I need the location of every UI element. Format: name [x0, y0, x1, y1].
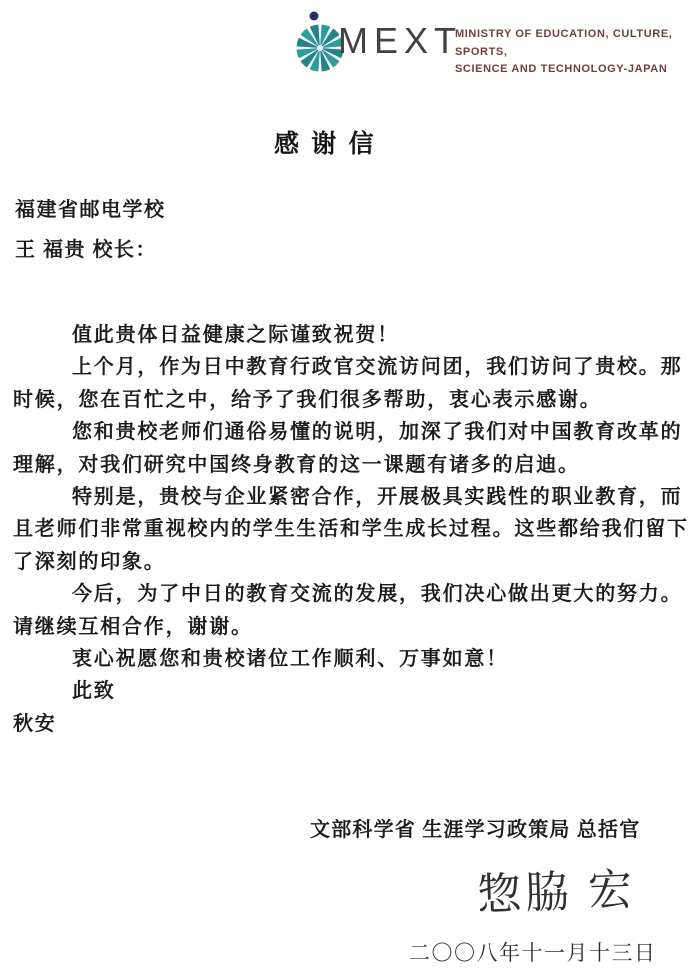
letter-body: [13, 319, 691, 740]
body-line: 上个月，作为日中教育行政官交流访问团，我们访问了贵校。那: [72, 356, 683, 379]
ministry-name-line2: SCIENCE AND TECHNOLOGY-JAPAN: [455, 63, 668, 75]
body-line: 衷心祝愿您和贵校诸位工作顺利、万事如意！: [72, 648, 508, 671]
ministry-name: [455, 26, 700, 79]
letter-date: 二〇〇八年十一月十三日: [409, 941, 657, 965]
body-line: 值此贵体日益健康之际谨致祝贺！: [72, 324, 399, 346]
body-line: 秋安: [13, 712, 57, 735]
body-line: 今后，为了中日的教育交流的发展，我们决心做出更大的努力。: [72, 583, 683, 606]
recipient-school: 福建省邮电学校: [15, 199, 166, 221]
body-line: 请继续互相合作，谢谢。: [13, 615, 253, 638]
body-line: 您和贵校老师们通俗易懂的说明，加深了我们对中国教育改革的: [72, 421, 683, 444]
body-line: 此致: [72, 680, 116, 703]
ministry-name-line1: MINISTRY OF EDUCATION, CULTURE, SPORTS,: [455, 28, 673, 58]
body-line: 时候，您在百忙之中，给予了我们很多帮助，衷心表示感谢。: [13, 388, 602, 411]
body-line: 且老师们非常重视校内的学生生活和学生成长过程。这些都给我们留下: [13, 518, 689, 541]
body-line: 特别是，贵校与企业紧密合作，开展极具实践性的职业教育，而: [72, 486, 683, 509]
body-line: 了深刻的印象。: [13, 550, 166, 573]
signature-organization: 文部科学省 生涯学习政策局 总括官: [310, 819, 641, 841]
letter-title: 感 谢 信: [274, 131, 377, 158]
signature-handwritten-name: 惣脇 宏: [476, 865, 637, 920]
mext-wordmark: MEXT: [338, 20, 463, 61]
body-line: 理解，对我们研究中国终身教育的这一课题有诸多的启迪。: [13, 453, 580, 476]
recipient-principal: 王 福贵 校长：: [15, 239, 157, 261]
